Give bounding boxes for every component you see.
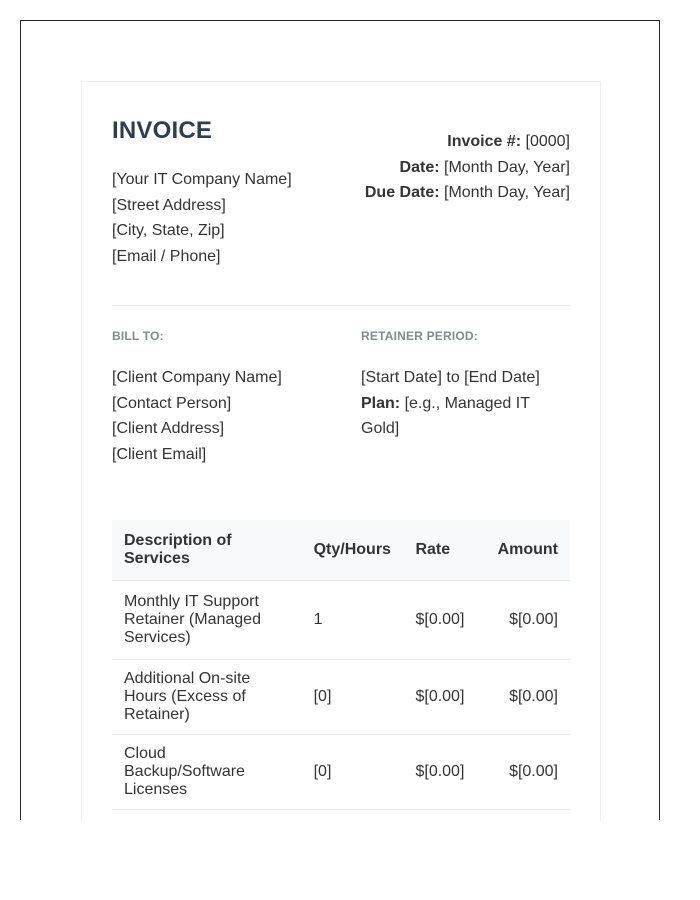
- bill-to-section: [112, 329, 342, 467]
- retainer-period-range: [Start Date] to [End Date]: [361, 369, 540, 386]
- invoice-date: [365, 155, 570, 181]
- company-street: [Street Address]: [112, 196, 226, 214]
- header-description: Description of Services: [112, 520, 302, 581]
- invoice-number-value: [0000]: [521, 133, 570, 150]
- invoice-due-date-value: [Month Day, Year]: [439, 184, 570, 202]
- bill-to-details: [112, 365, 342, 467]
- client-company-name: [Client Company Name]: [112, 369, 282, 386]
- retainer-plan-value: [e.g., Managed IT Gold]: [361, 394, 530, 438]
- table-row: [112, 660, 570, 735]
- retainer-plan: [361, 391, 570, 442]
- invoice-due-date-label: Due Date:: [364, 184, 440, 202]
- invoice-meta: [365, 129, 570, 206]
- company-name: [Your IT Company Name]: [112, 171, 292, 188]
- row-amount: $[0.00]: [486, 660, 570, 735]
- client-address: [Client Address]: [112, 420, 225, 438]
- row-rate: $[0.00]: [403, 581, 485, 660]
- table-row: [112, 735, 570, 810]
- retainer-section: [361, 329, 570, 442]
- invoice-date-label: Date:: [399, 158, 440, 176]
- table-header-row: [112, 520, 570, 581]
- row-description: Monthly IT Support Retainer (Managed Services): [112, 581, 302, 660]
- invoice-title: INVOICE: [112, 117, 213, 144]
- header-qty-hours: Qty/Hours: [302, 520, 404, 581]
- retainer-plan-label: Plan:: [361, 394, 401, 412]
- retainer-details: [361, 365, 570, 442]
- invoice-card: [81, 81, 601, 821]
- company-contact: [Email / Phone]: [112, 247, 221, 265]
- retainer-period-label: RETAINER PERIOD:: [361, 329, 478, 343]
- header-divider: [112, 305, 570, 306]
- company-info: [112, 167, 292, 269]
- row-qty: [0]: [302, 660, 404, 735]
- header-amount: Amount: [486, 520, 570, 581]
- row-qty: 1: [302, 581, 404, 660]
- bill-to-label: BILL TO:: [112, 329, 164, 343]
- invoice-number: [365, 129, 570, 155]
- invoice-number-label: Invoice #:: [447, 133, 522, 150]
- invoice-due-date: [365, 180, 570, 206]
- row-rate: $[0.00]: [403, 735, 485, 810]
- row-amount: $[0.00]: [486, 735, 570, 810]
- row-amount: $[0.00]: [486, 581, 570, 660]
- client-contact-person: [Contact Person]: [112, 394, 232, 412]
- table-row: [112, 581, 570, 660]
- services-table: [112, 520, 570, 810]
- client-email: [Client Email]: [112, 445, 207, 463]
- header-rate: Rate: [403, 520, 485, 581]
- row-rate: $[0.00]: [403, 660, 485, 735]
- row-description: Cloud Backup/Software Licenses: [112, 735, 302, 810]
- row-qty: [0]: [302, 735, 404, 810]
- invoice-date-value: [Month Day, Year]: [439, 158, 570, 176]
- row-description: Additional On-site Hours (Excess of Retainer): [112, 660, 302, 735]
- company-city: [City, State, Zip]: [112, 222, 225, 240]
